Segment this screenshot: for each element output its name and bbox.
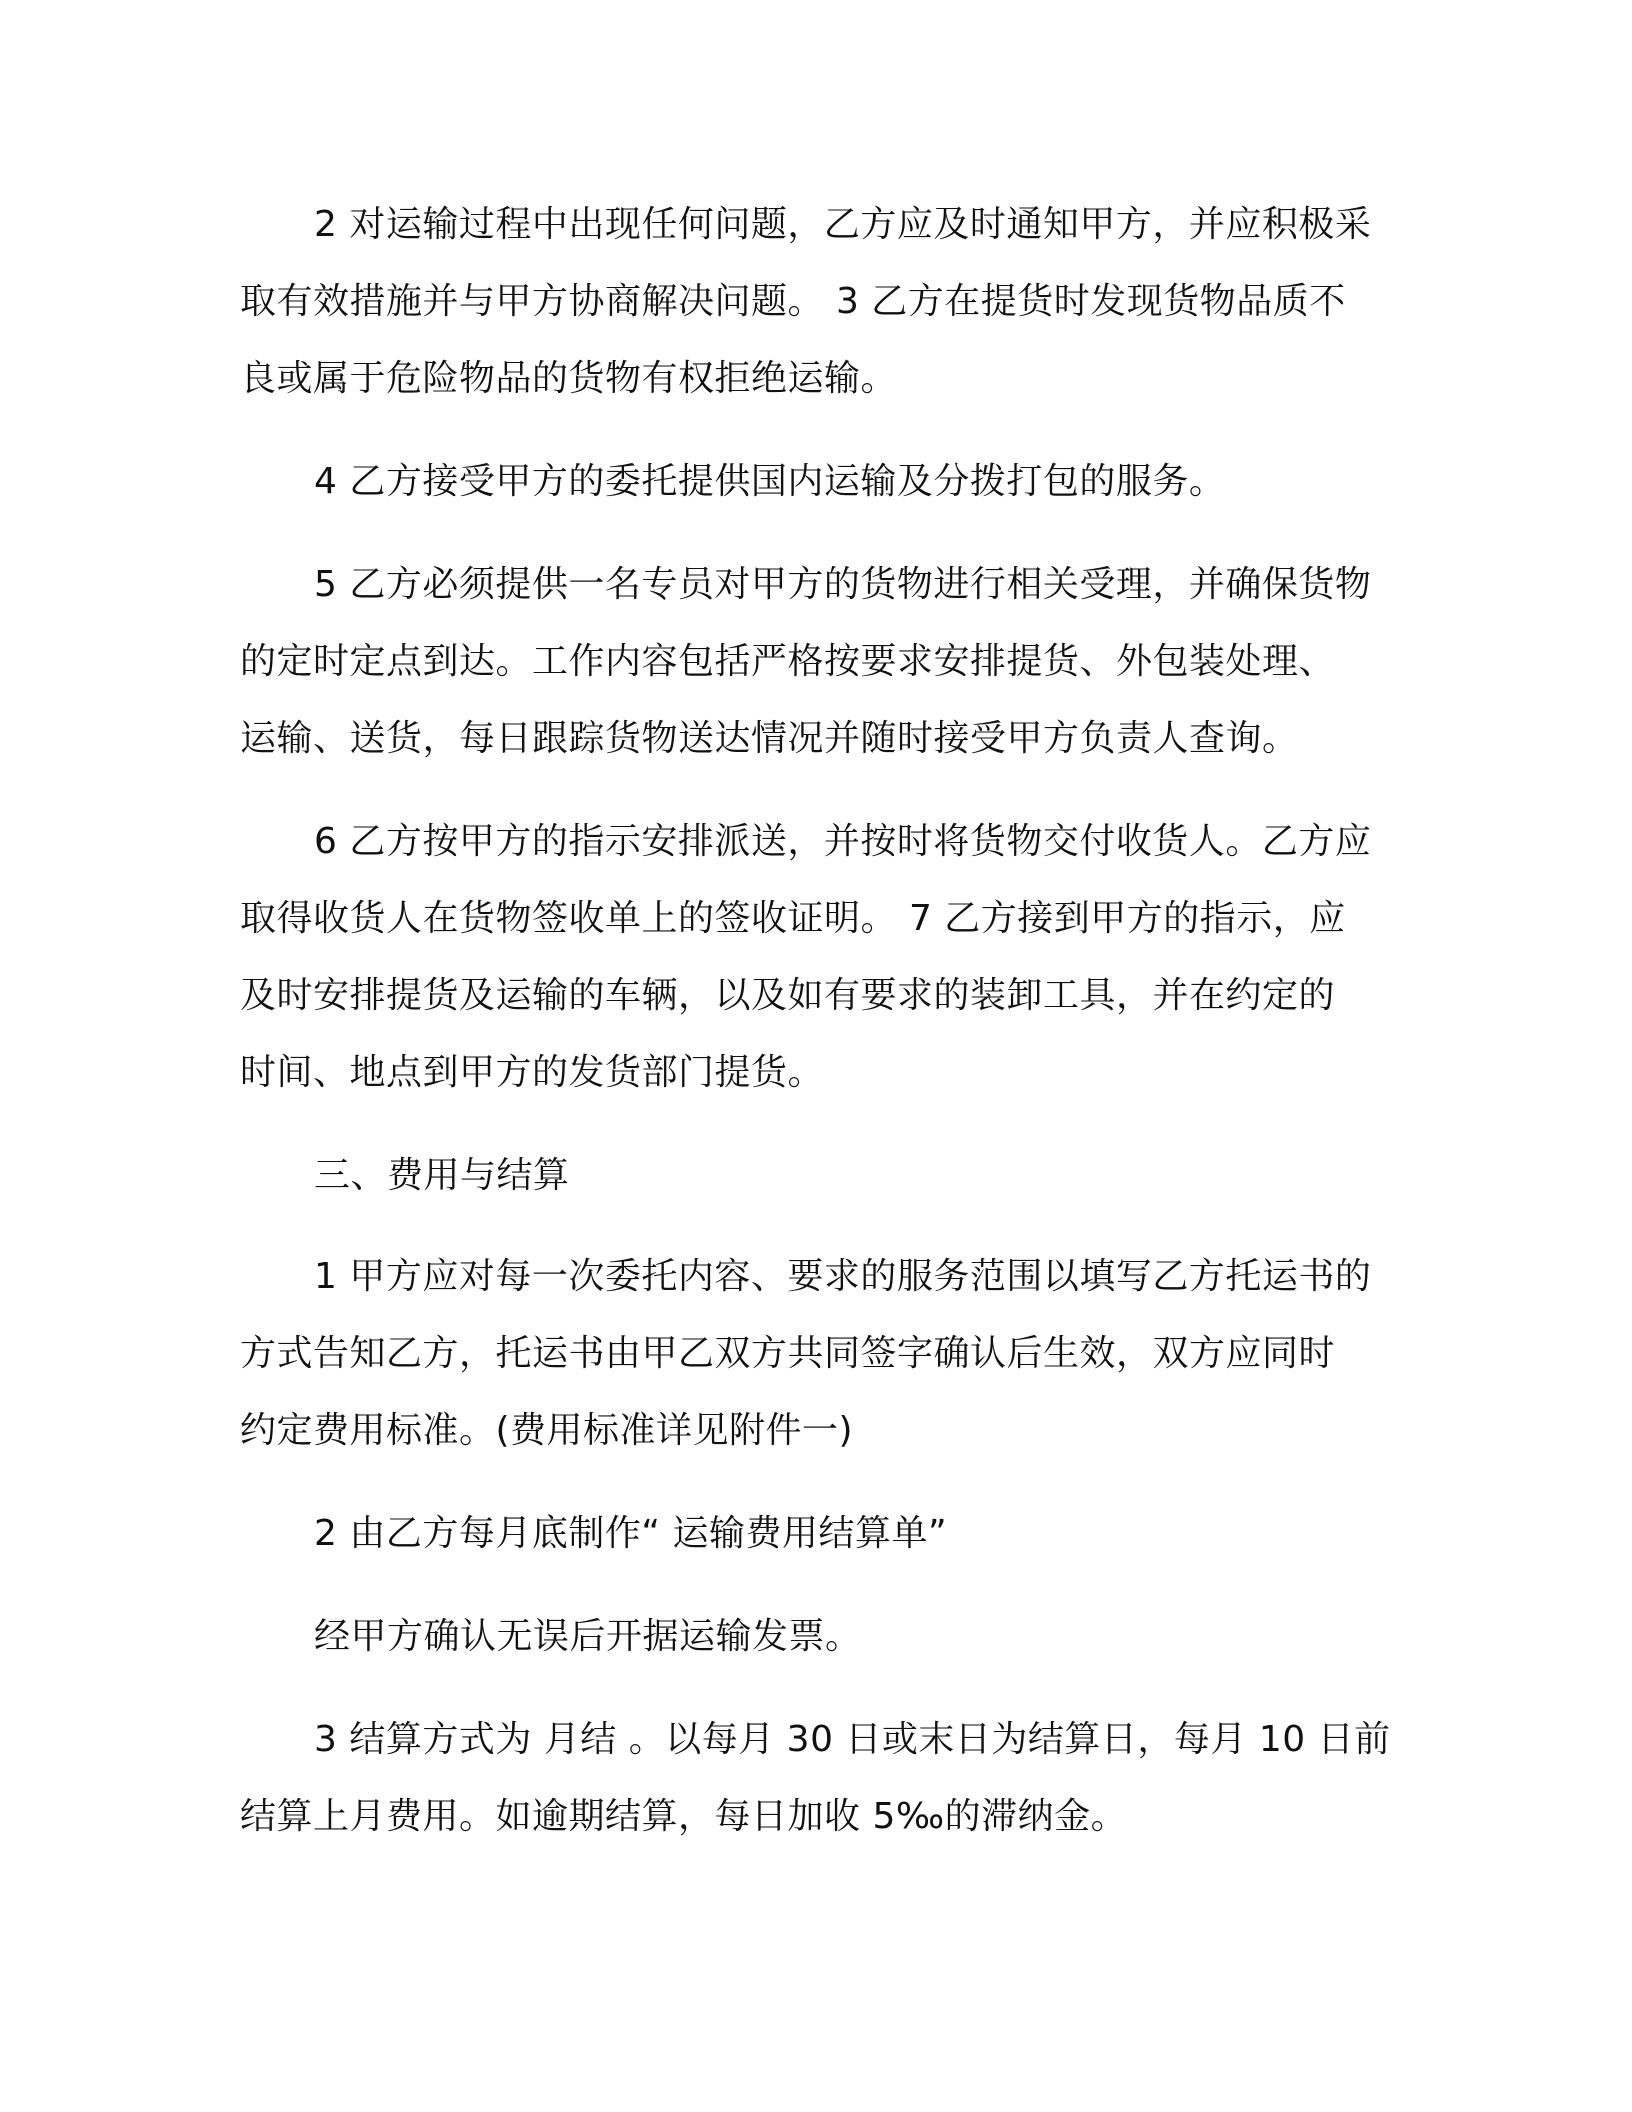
fee-clause-1-consignment <box>240 1238 1382 1469</box>
text-line: 三、费用与结算 <box>314 1155 570 1196</box>
text-line: 良或属于危险物品的货物有权拒绝运输。 <box>240 358 898 399</box>
text-line: 取得收货人在货物签收单上的签收证明。 7 乙方接到甲方的指示，应 <box>240 898 1346 939</box>
text-line: 方式告知乙方，托运书由甲乙双方共同签字确认后生效，双方应同时 <box>240 1333 1336 1374</box>
text-line: 2 由乙方每月底制作“ 运输费用结算单” <box>314 1513 948 1554</box>
document-body <box>240 186 1391 1881</box>
text-line: 2 对运输过程中出现任何问题，乙方应及时通知甲方，并应积极采 <box>314 204 1372 245</box>
text-line: 的定时定点到达。工作内容包括严格按要求安排提货、外包装处理、 <box>240 641 1336 682</box>
text-line: 及时安排提货及运输的车辆，以及如有要求的装卸工具，并在约定的 <box>240 975 1336 1016</box>
text-line: 结算上月费用。如逾期结算，每日加收 5‰的滞纳金。 <box>240 1796 1128 1837</box>
clause-4-accept-commission <box>240 443 1382 520</box>
clause-5-specialist <box>240 546 1382 777</box>
fee-clause-3-settlement <box>240 1701 1391 1855</box>
text-line: 约定费用标准。(费用标准详见附件一) <box>240 1410 854 1451</box>
text-line: 时间、地点到甲方的发货部门提货。 <box>240 1052 825 1093</box>
clause-6-delivery <box>240 803 1382 1111</box>
text-line: 运输、送货，每日跟踪货物送达情况并随时接受甲方负责人查询。 <box>240 718 1299 759</box>
text-line: 1 甲方应对每一次委托内容、要求的服务范围以填写乙方托运书的 <box>314 1256 1372 1297</box>
text-line: 3 结算方式为 月结 。以每月 30 日或末日为结算日，每月 10 日前 <box>314 1719 1391 1760</box>
fee-clause-2-invoice <box>240 1598 1382 1675</box>
text-line: 4 乙方接受甲方的委托提供国内运输及分拨打包的服务。 <box>314 461 1226 502</box>
fee-clause-2-statement <box>240 1495 1382 1572</box>
text-line: 取有效措施并与甲方协商解决问题。 3 乙方在提货时发现货物品质不 <box>240 281 1346 322</box>
clause-2-notify-problems <box>240 186 1382 417</box>
text-line: 6 乙方按甲方的指示安排派送，并按时将货物交付收货人。乙方应 <box>314 821 1372 862</box>
text-line: 5 乙方必须提供一名专员对甲方的货物进行相关受理，并确保货物 <box>314 564 1372 605</box>
section-heading-fees <box>240 1137 1382 1214</box>
text-line: 经甲方确认无误后开据运输发票。 <box>314 1616 862 1657</box>
